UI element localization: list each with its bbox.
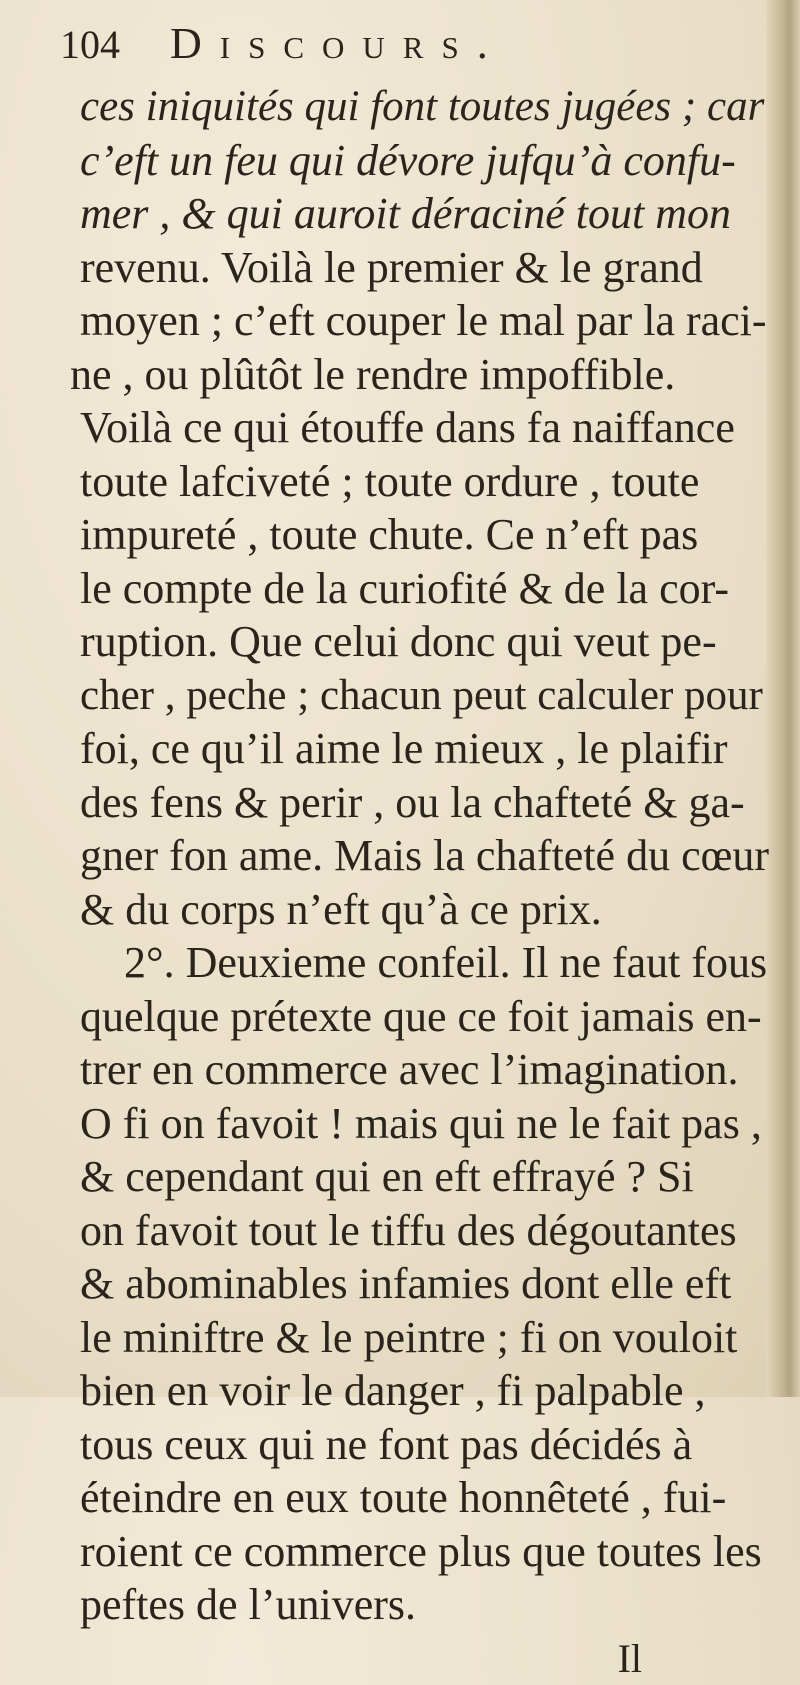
- text-line: mer , & qui auroit déraciné tout mon: [52, 187, 772, 241]
- page-header: [52, 18, 772, 80]
- text-line: revenu. Voilà le premier & le grand: [52, 241, 772, 295]
- text-line: quelque prétexte que ce foit jamais en-: [52, 990, 772, 1044]
- text-line: on favoit tout le tiffu des dégoutantes: [52, 1204, 772, 1258]
- book-page: [52, 18, 772, 1685]
- text-line: bien en voir le danger , fi palpable ,: [52, 1364, 772, 1418]
- text-line: éteindre en eux toute honnêteté , fui-: [52, 1471, 772, 1525]
- text-line: tous ceux qui ne font pas décidés à: [52, 1418, 772, 1472]
- text-line: cher , peche ; chacun peut calculer pour: [52, 669, 772, 723]
- text-line: foi, ce qu’il aime le mieux , le plaifir: [52, 722, 772, 776]
- running-head: Discours.: [170, 18, 506, 69]
- text-line: le miniftre & le peintre ; fi on vouloit: [52, 1311, 772, 1365]
- text-line: roient ce commerce plus que toutes les: [52, 1525, 772, 1579]
- text-line: peftes de l’univers.: [52, 1578, 772, 1632]
- text-line: Voilà ce qui étouffe dans fa naiffance: [52, 401, 772, 455]
- text-line: impureté , toute chute. Ce n’eft pas: [52, 508, 772, 562]
- text-line: trer en commerce avec l’imagination.: [52, 1043, 772, 1097]
- text-line: & abominables infamies dont elle eft: [52, 1257, 772, 1311]
- catchword: Il: [52, 1632, 772, 1685]
- text-line: ruption. Que celui donc qui veut pe-: [52, 615, 772, 669]
- text-line: c’eft un feu qui dévore jufqu’à confu-: [52, 134, 772, 188]
- text-line: & du corps n’eft qu’à ce prix.: [52, 883, 772, 937]
- text-line: 2°. Deuxieme confeil. Il ne faut fous: [52, 936, 772, 990]
- text-line: le compte de la curiofité & de la cor-: [52, 562, 772, 616]
- text-line: & cependant qui en eft effrayé ? Si: [52, 1150, 772, 1204]
- text-line: gner fon ame. Mais la chafteté du cœur: [52, 829, 772, 883]
- page-number: 104: [52, 21, 170, 68]
- text-line: ne , ou plûtôt le rendre impoffible.: [52, 348, 772, 402]
- text-line: O fi on favoit ! mais qui ne le fait pas ,: [52, 1097, 772, 1151]
- text-line: des fens & perir , ou la chafteté & ga-: [52, 776, 772, 830]
- text-line: ces iniquités qui font toutes jugées ; car: [52, 80, 772, 134]
- text-line: moyen ; c’eft couper le mal par la raci-: [52, 294, 772, 348]
- text-line: toute lafciveté ; toute ordure , toute: [52, 455, 772, 509]
- body-text: [52, 80, 772, 1632]
